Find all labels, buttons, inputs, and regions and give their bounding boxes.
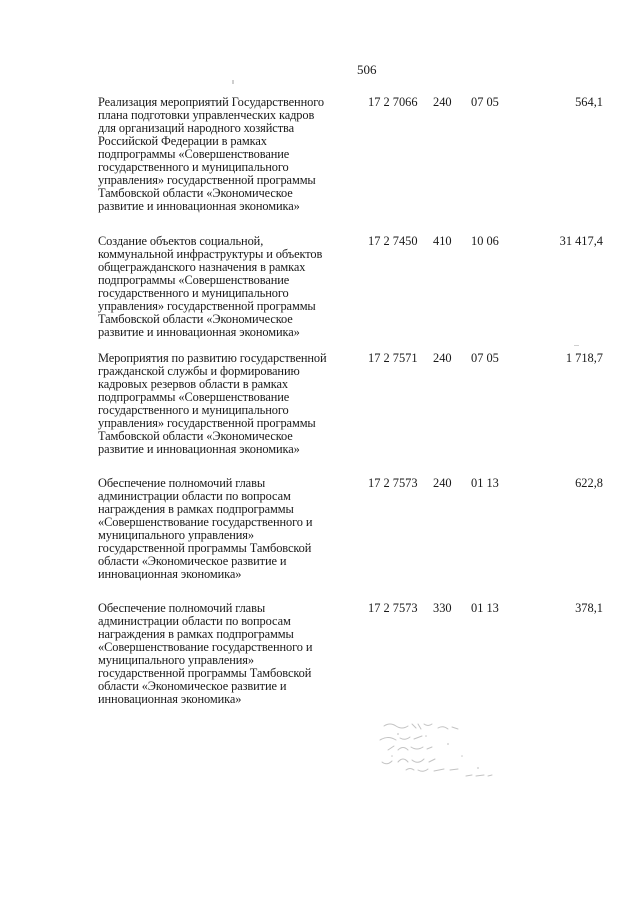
row-description: Создание объектов социальной, коммунальной инфраструктуры и объектов общегражданского назначения в рамках подпрограммы «Совершенствование государственного и муниципального управления» государственной программы Тамбовской области «Экономическое развитие и инновационная экономика» [98, 234, 323, 339]
amount: 622,8 [575, 476, 603, 490]
table-row [98, 96, 603, 235]
amount: 1 718,7 [565, 351, 603, 365]
row-description: Реализация мероприятий Государственного плана подготовки управленческих кадров для организаций народного хозяйства Российской Федерации в рамках подпрограммы «Совершенствование государственного и муниципального управления» государственной программы Тамбовской области «Экономическое развитие и инновационная экономика» [98, 95, 324, 213]
target-code: 17 2 7450 [368, 234, 418, 248]
amount: 378,1 [575, 601, 603, 615]
table-row [98, 602, 603, 722]
expense-type-code: 240 [433, 95, 452, 109]
budget-table [98, 96, 603, 722]
section-code: 07 05 [471, 351, 499, 365]
section-code: 10 06 [471, 234, 499, 248]
row-description: Обеспечение полномочий главы администрации области по вопросам награждения в рамках подпрограммы «Совершенствование государственного и муниципального управления» государственной программы Тамбовской области «Экономическое развитие и инновационная экономика» [98, 601, 313, 706]
amount: 31 417,4 [559, 234, 603, 248]
table-row [98, 235, 603, 352]
row-description: Обеспечение полномочий главы администрации области по вопросам награждения в рамках подпрограммы «Совершенствование государственного и муниципального управления» государственной программы Тамбовской области «Экономическое развитие и инновационная экономика» [98, 476, 313, 581]
table-row [98, 477, 603, 602]
page-number: 506 [357, 62, 377, 77]
expense-type-code: 240 [433, 476, 452, 490]
expense-type-code: 240 [433, 351, 452, 365]
scan-speck [232, 80, 234, 84]
section-code: 01 13 [471, 476, 499, 490]
section-code: 07 05 [471, 95, 499, 109]
target-code: 17 2 7571 [368, 351, 418, 365]
expense-type-code: 330 [433, 601, 452, 615]
row-description: Мероприятия по развитию государственной гражданской службы и формированию кадровых резервов области в рамках подпрограммы «Совершенствование государственного и муниципального управления» государственной программы Тамбовской области «Экономическое развитие и инновационная экономика» [98, 351, 327, 456]
target-code: 17 2 7573 [368, 476, 418, 490]
table-row [98, 352, 603, 477]
stamp-imprint-icon [378, 716, 498, 782]
amount: 564,1 [575, 95, 603, 109]
target-code: 17 2 7066 [368, 95, 418, 109]
target-code: 17 2 7573 [368, 601, 418, 615]
expense-type-code: 410 [433, 234, 452, 248]
section-code: 01 13 [471, 601, 499, 615]
